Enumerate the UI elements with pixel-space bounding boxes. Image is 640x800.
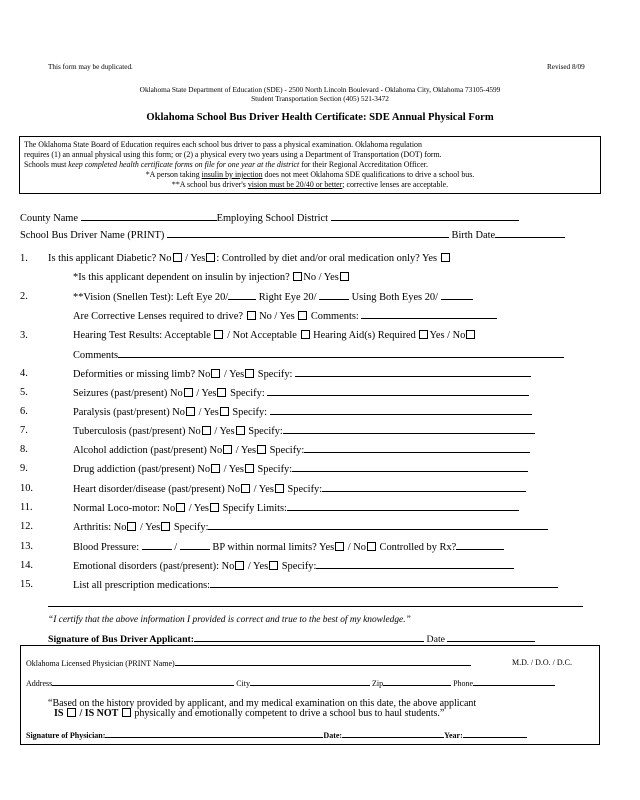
bp-diastolic-field[interactable] [180, 541, 210, 550]
district-label: Employing School District [216, 213, 329, 224]
q10-no-checkbox[interactable] [241, 484, 250, 493]
q4-yes-checkbox[interactable] [245, 369, 254, 378]
q1-number: 1. [20, 253, 28, 264]
left-eye-field[interactable] [228, 291, 256, 300]
intro-box [19, 136, 601, 194]
lenses-no-checkbox[interactable] [247, 311, 256, 320]
district-field[interactable] [331, 212, 519, 221]
physician-signature-field[interactable] [105, 730, 323, 738]
physician-city-field[interactable] [250, 678, 370, 686]
q1-diabetic: Is this applicant Diabetic? No / Yes : Controlled by diet and/or oral medication only? Yes [48, 253, 451, 264]
q6-no-checkbox[interactable] [186, 407, 195, 416]
q8-specify-field[interactable] [304, 444, 530, 453]
both-eyes-field[interactable] [441, 291, 473, 300]
q1-insulin-yes-checkbox[interactable] [340, 272, 349, 281]
intro-line-2: requires (1) an annual physical using this form; or (2) a physical every two years using a Department of Transportation (DOT) form. [24, 150, 442, 159]
intro-line-1: The Oklahoma State Board of Education requires each school bus driver to pass a physical examination. Oklahoma regulation [24, 140, 422, 149]
physician-year-field[interactable] [463, 730, 527, 738]
physician-signature-row: Signature of Physician: Date: Year: [26, 730, 527, 740]
q6-number: 6. [20, 406, 28, 417]
q11-yes-checkbox[interactable] [210, 503, 219, 512]
driver-row [20, 229, 565, 241]
q9-no-checkbox[interactable] [211, 464, 220, 473]
bp-no-checkbox[interactable] [367, 542, 376, 551]
q8-alcohol: Alcohol addiction (past/present) No / Yes Specify: [73, 444, 530, 456]
q12-arthritis: Arthritis: No / Yes Specify: [73, 521, 548, 533]
q5-specify-field[interactable] [267, 387, 529, 396]
physician-name-field[interactable] [175, 658, 471, 666]
q1-no-checkbox[interactable] [173, 253, 182, 262]
q6-paralysis: Paralysis (past/present) No / Yes Specify: [73, 406, 532, 418]
applicant-date-field[interactable] [447, 633, 535, 642]
q2-vision: **Vision (Snellen Test): Left Eye 20/ Right Eye 20/ Using Both Eyes 20/ [73, 291, 473, 303]
q15-medications: List all prescription medications: [73, 579, 558, 591]
bp-systolic-field[interactable] [142, 541, 172, 550]
intro-line-5: **A school bus driver's vision must be 20/40 or better; corrective lenses are acceptable. [171, 180, 449, 189]
q9-drug: Drug addiction (past/present) No / Yes Specify: [73, 463, 528, 475]
county-field[interactable] [81, 212, 217, 221]
transport-section: Student Transportation Section (405) 521-3472 [251, 94, 389, 103]
q7-specify-field[interactable] [283, 425, 535, 434]
q2-number: 2. [20, 291, 28, 302]
q6-specify-field[interactable] [270, 406, 532, 415]
q11-locomotor: Normal Loco-motor: No / Yes Specify Limits: [73, 502, 519, 514]
q8-yes-checkbox[interactable] [257, 445, 266, 454]
hearing-aid-no-checkbox[interactable] [466, 330, 475, 339]
physician-zip-field[interactable] [383, 678, 451, 686]
q7-tuberculosis: Tuberculosis (past/present) No / Yes Specify: [73, 425, 535, 437]
q14-number: 14. [20, 560, 33, 571]
certify-statement: “I certify that the above information I provided is correct and true to the best of my knowledge.” [48, 615, 411, 625]
intro-line-4: *A person taking insulin by injection does not meet Oklahoma SDE qualifications to drive a school bus. [145, 170, 475, 179]
right-eye-field[interactable] [319, 291, 349, 300]
physician-address-field[interactable] [52, 678, 234, 686]
q12-no-checkbox[interactable] [127, 522, 136, 531]
q12-specify-field[interactable] [208, 521, 548, 530]
lenses-yes-checkbox[interactable] [298, 311, 307, 320]
q1-insulin: *Is this applicant dependent on insulin by injection? No / Yes [73, 272, 350, 283]
q13-number: 13. [20, 541, 33, 552]
q10-number: 10. [20, 483, 33, 494]
revised-date: Revised 8/09 [547, 63, 585, 71]
q5-number: 5. [20, 387, 28, 398]
is-not-competent-checkbox[interactable] [122, 708, 131, 717]
q1-insulin-no-checkbox[interactable] [293, 272, 302, 281]
bp-rx-field[interactable] [456, 541, 504, 550]
q10-heart: Heart disorder/disease (past/present) No / Yes Specify: [73, 483, 526, 495]
q4-specify-field[interactable] [295, 368, 531, 377]
hearing-comments-field[interactable] [118, 349, 564, 358]
q4-deformities: Deformities or missing limb? No / Yes Specify: [73, 368, 531, 380]
q4-number: 4. [20, 368, 28, 379]
q11-number: 11. [20, 502, 33, 513]
medications-field[interactable] [210, 579, 558, 588]
driver-name-label: School Bus Driver Name (PRINT) [20, 230, 165, 241]
q14-yes-checkbox[interactable] [269, 561, 278, 570]
birth-date-field[interactable] [495, 229, 565, 238]
q3-comments: Comments [73, 349, 564, 361]
q7-no-checkbox[interactable] [202, 426, 211, 435]
duplicate-note: This form may be duplicated. [48, 63, 133, 71]
q5-yes-checkbox[interactable] [217, 388, 226, 397]
q6-yes-checkbox[interactable] [220, 407, 229, 416]
q1-yes-checkbox[interactable] [206, 253, 215, 262]
q9-number: 9. [20, 463, 28, 474]
intro-line-3: Schools must keep completed health certificate forms on file for one year at the district for their Regional Accreditation Officer. [24, 160, 428, 169]
q1-diet-yes-checkbox[interactable] [441, 253, 450, 262]
q9-specify-field[interactable] [292, 463, 528, 472]
hearing-aid-checkbox[interactable] [419, 330, 428, 339]
q14-specify-field[interactable] [316, 560, 514, 569]
competency-statement-1: “Based on the history provided by applicant, and my medical examination on this date, the above applicant [48, 698, 477, 709]
q3-hearing: Hearing Test Results: Acceptable / Not Acceptable Hearing Aid(s) Required Yes / No [73, 330, 476, 341]
hearing-acceptable-checkbox[interactable] [214, 330, 223, 339]
q10-yes-checkbox[interactable] [275, 484, 284, 493]
physician-name-row: Oklahoma Licensed Physician (PRINT Name) [26, 658, 471, 668]
driver-name-field[interactable] [167, 229, 449, 238]
physician-credentials: M.D. / D.O. / D.C. [512, 658, 573, 667]
q11-no-checkbox[interactable] [176, 503, 185, 512]
vision-comments-field[interactable] [361, 310, 497, 319]
q5-seizures: Seizures (past/present) No / Yes Specify: [73, 387, 529, 399]
physician-date-field[interactable] [342, 730, 444, 738]
q3-number: 3. [20, 330, 28, 341]
q8-number: 8. [20, 444, 28, 455]
q10-specify-field[interactable] [322, 483, 526, 492]
q7-yes-checkbox[interactable] [236, 426, 245, 435]
physician-address-row: Address City Zip Phone [26, 678, 555, 688]
competency-statement-2: IS / IS NOT physically and emotionally competent to drive a school bus to haul students.” [54, 708, 445, 719]
birth-date-label: Birth Date [451, 230, 496, 241]
q11-limits-field[interactable] [287, 502, 519, 511]
hearing-not-acceptable-checkbox[interactable] [301, 330, 310, 339]
county-label: County Name [20, 213, 79, 224]
q14-emotional: Emotional disorders (past/present): No / Yes Specify: [73, 560, 514, 572]
medications-extra-line[interactable] [48, 606, 583, 607]
county-row [20, 212, 519, 224]
physician-phone-field[interactable] [473, 678, 555, 686]
q12-yes-checkbox[interactable] [161, 522, 170, 531]
sde-address: Oklahoma State Department of Education (SDE) - 2500 North Lincoln Boulevard - Oklahoma City, Oklahoma 73105-4599 [139, 85, 501, 94]
q7-number: 7. [20, 425, 28, 436]
q12-number: 12. [20, 521, 33, 532]
form-title: Oklahoma School Bus Driver Health Certificate: SDE Annual Physical Form [146, 112, 494, 123]
applicant-signature-field[interactable] [194, 633, 424, 642]
q14-no-checkbox[interactable] [235, 561, 244, 570]
q2-corrective: Are Corrective Lenses required to drive? No / Yes Comments: [73, 310, 497, 322]
q5-no-checkbox[interactable] [184, 388, 193, 397]
is-competent-checkbox[interactable] [67, 708, 76, 717]
q9-yes-checkbox[interactable] [245, 464, 254, 473]
q15-number: 15. [20, 579, 33, 590]
bp-yes-checkbox[interactable] [335, 542, 344, 551]
q4-no-checkbox[interactable] [211, 369, 220, 378]
q13-blood-pressure: Blood Pressure: / BP within normal limits? Yes / No Controlled by Rx? [73, 541, 504, 553]
applicant-signature-row: Signature of Bus Driver Applicant: Date [48, 633, 535, 645]
q8-no-checkbox[interactable] [223, 445, 232, 454]
